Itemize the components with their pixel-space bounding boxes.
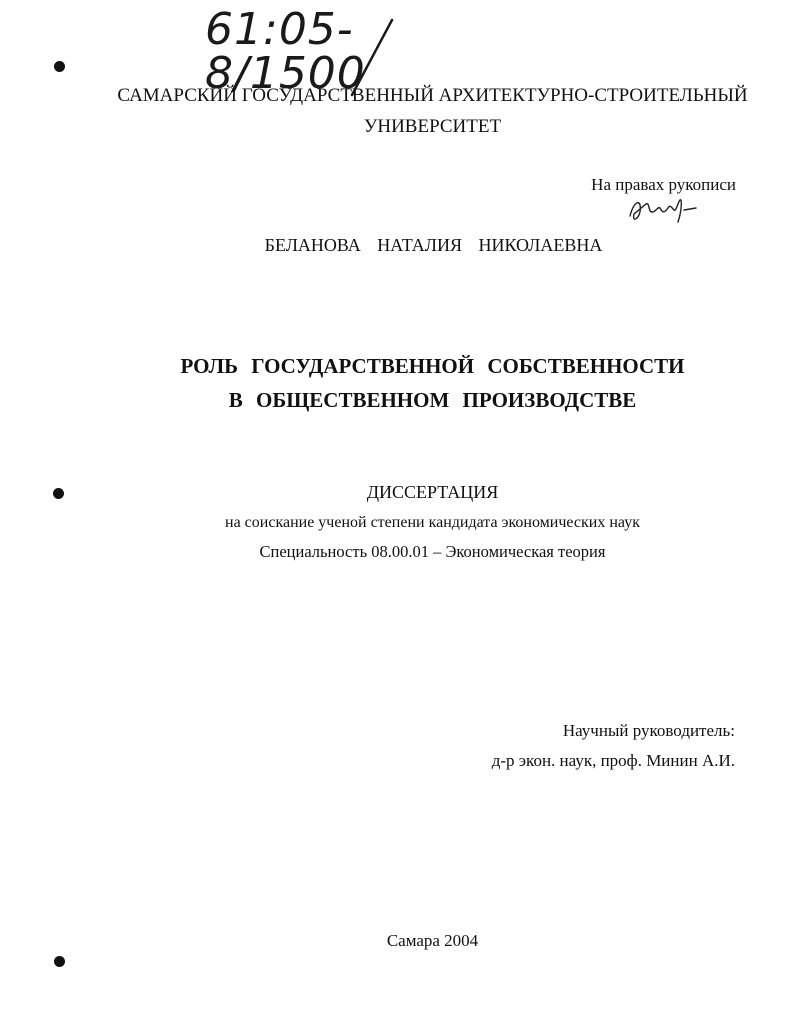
supervisor-label: Научный руководитель: — [562, 721, 735, 740]
binding-hole-top — [54, 61, 65, 72]
binding-hole-bottom — [54, 956, 65, 967]
supervisor-name: д-р экон. наук, проф. Минин А.И. — [491, 751, 735, 770]
degree-description: на соискание ученой степени кандидата экономических наук — [225, 514, 640, 531]
handwritten-signature — [624, 192, 704, 228]
specialty-line: Специальность 08.00.01 – Экономическая теория — [259, 542, 606, 561]
manuscript-rights-label: На правах рукописи — [591, 175, 736, 194]
university-name-line-1: САМАРСКИЙ ГОСУДАРСТВЕННЫЙ АРХИТЕКТУРНО-СТРОИТЕЛЬНЫЙ — [117, 85, 748, 106]
archive-code-text: 61:05-8/1500 — [205, 4, 366, 99]
city-year: Самара 2004 — [386, 931, 479, 950]
author-name: БЕЛАНОВА НАТАЛИЯ НИКОЛАЕВНА — [264, 235, 603, 255]
document-type: ДИССЕРТАЦИЯ — [366, 482, 499, 502]
university-name-line-2: УНИВЕРСИТЕТ — [363, 116, 502, 137]
dissertation-title-line-2: В ОБЩЕСТВЕННОМ ПРОИЗВОДСТВЕ — [228, 388, 637, 412]
dissertation-title-line-1: РОЛЬ ГОСУДАРСТВЕННОЙ СОБСТВЕННОСТИ — [180, 354, 685, 378]
